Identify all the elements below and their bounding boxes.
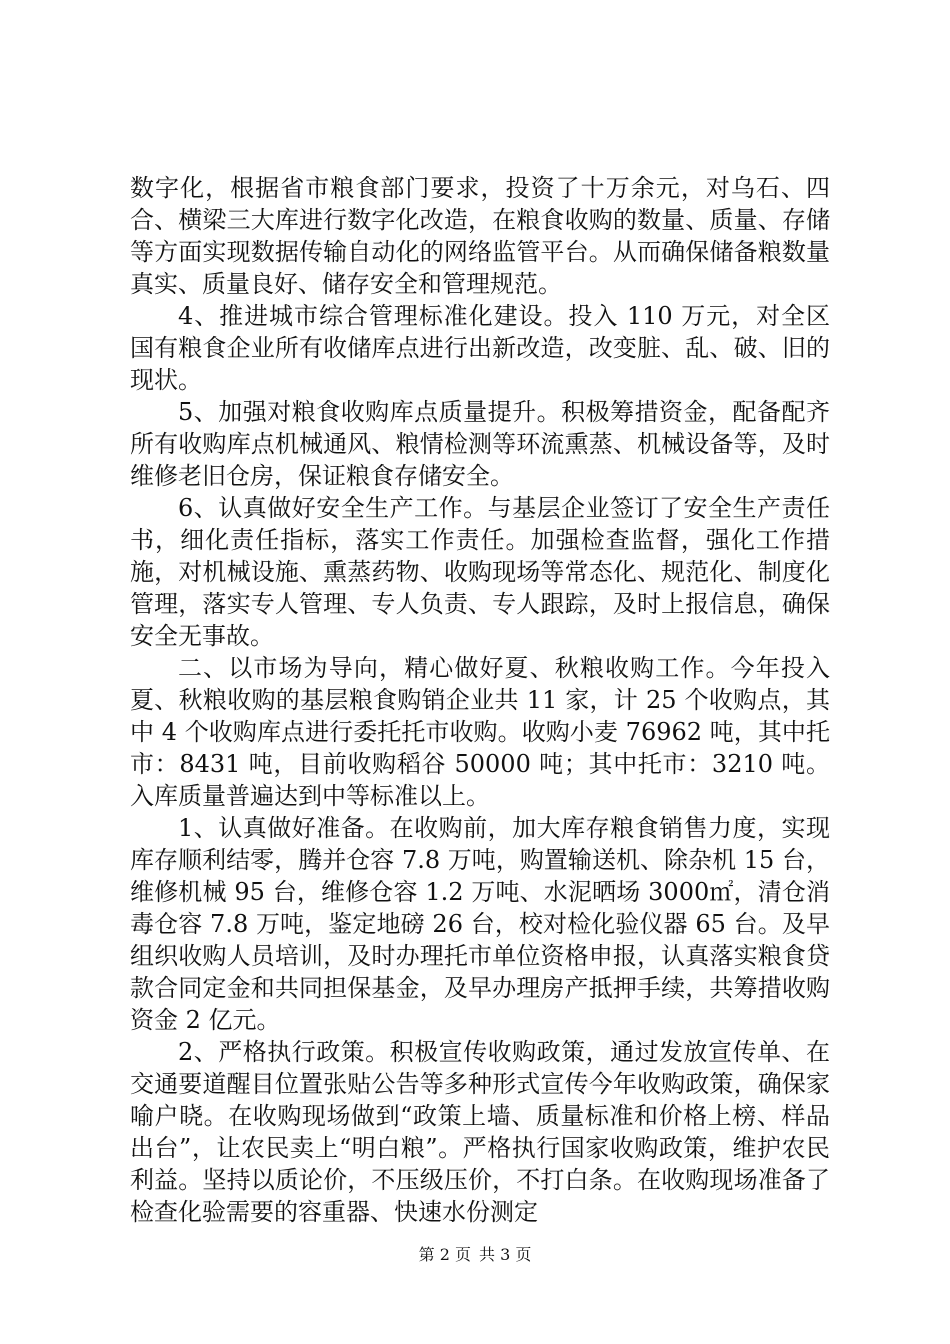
page-total: 共 3 页: [479, 1245, 532, 1264]
paragraph-item-4: 4、推进城市综合管理标准化建设。投入 110 万元，对全区国有粮食企业所有收储库点进行出新改造，改变脏、乱、破、旧的现状。: [130, 302, 830, 394]
page-footer: [0, 1245, 950, 1265]
paragraph-sub-item-1: 1、认真做好准备。在收购前，加大库存粮食销售力度，实现库存顺利结零，腾并仓容 7.8 万吨，购置输送机、除杂机 15 台，维修机械 95 台，维修仓容 1.2 万吨、水泥晒场 3000㎡，清仓消毒仓容 7.8 万吨，鉴定地磅 26 台，校对检化验仪器 65 台。及早组织收购人员培训，及时办理托市单位资格申报，认真落实粮食贷款合同定金和共同担保基金，及早办理房产抵押手续，共筹措收购资金 2 亿元。: [130, 814, 830, 1034]
document-body: [130, 172, 830, 1228]
page-number: 第 2 页: [418, 1245, 471, 1264]
paragraph-sub-item-2: 2、严格执行政策。积极宣传收购政策，通过发放宣传单、在交通要道醒目位置张贴公告等多种形式宣传今年收购政策，确保家喻户晓。在收购现场做到“政策上墙、质量标准和价格上榜、样品出台”，让农民卖上“明白粮”。严格执行国家收购政策，维护农民利益。坚持以质论价，不压级压价，不打白条。在收购现场准备了检查化验需要的容重器、快速水份测定: [130, 1038, 830, 1226]
paragraph-item-6: 6、认真做好安全生产工作。与基层企业签订了安全生产责任书，细化责任指标，落实工作责任。加强检查监督，强化工作措施，对机械设施、熏蒸药物、收购现场等常态化、规范化、制度化管理，落实专人管理、专人负责、专人跟踪，及时上报信息，确保安全无事故。: [130, 494, 830, 650]
paragraph-section-2: 二、以市场为导向，精心做好夏、秋粮收购工作。今年投入夏、秋粮收购的基层粮食购销企业共 11 家，计 25 个收购点，其中 4 个收购库点进行委托托市收购。收购小麦 76962 吨，其中托市：8431 吨，目前收购稻谷 50000 吨；其中托市：3210 吨。入库质量普遍达到中等标准以上。: [130, 654, 830, 810]
paragraph-item-5: 5、加强对粮食收购库点质量提升。积极筹措资金，配备配齐所有收购库点机械通风、粮情检测等环流熏蒸、机械设备等，及时维修老旧仓房，保证粮食存储安全。: [130, 398, 830, 490]
paragraph-continuation: 数字化，根据省市粮食部门要求，投资了十万余元，对乌石、四合、横梁三大库进行数字化改造，在粮食收购的数量、质量、存储等方面实现数据传输自动化的网络监管平台。从而确保储备粮数量真实、质量良好、储存安全和管理规范。: [130, 174, 830, 298]
